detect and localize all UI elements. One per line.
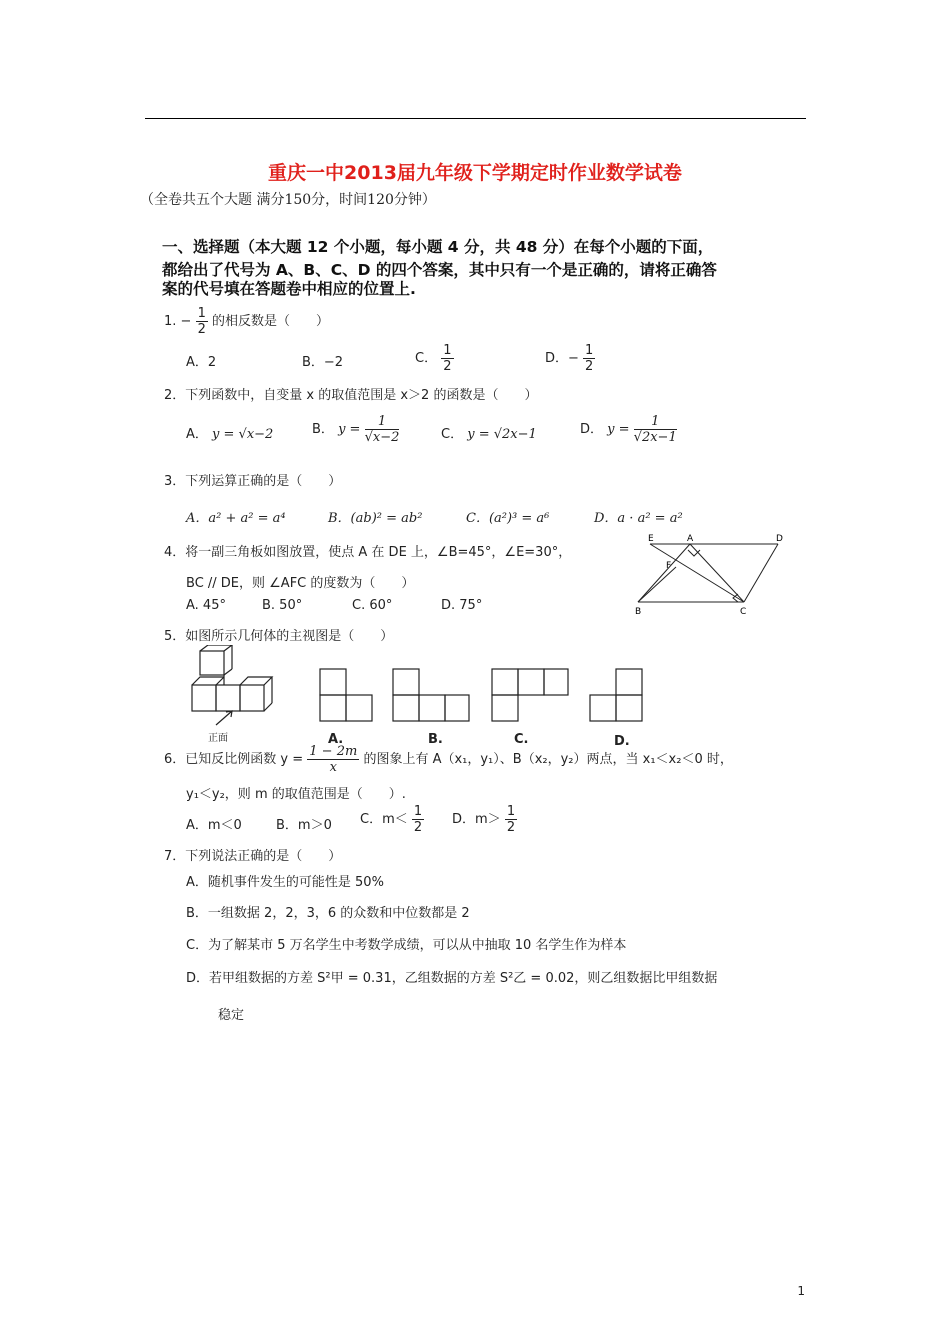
line-bf [638, 567, 676, 602]
question-7-stem: 7．下列说法正确的是（ ） [164, 849, 342, 864]
q6-option-d: D．m＞ $\frac{1}{2}$ [452, 804, 516, 835]
q7-option-a: A．随机事件发生的可能性是 50% [186, 875, 384, 890]
section-heading-line2: 都给出了代号为 A、B、C、D 的四个答案，其中只有一个是正确的，请将正确答 [162, 261, 717, 279]
label-f: F [666, 561, 672, 571]
label-b: B [635, 607, 642, 617]
q4-option-a: A. 45° [186, 598, 226, 613]
header-rule [145, 118, 806, 119]
question-text: 的相反数是（ ） [212, 314, 330, 329]
q3-option-a: A．a² + a² = a⁴ [186, 511, 286, 526]
label-e: E [648, 534, 654, 544]
q2-option-d: D． y = $\frac{1}{√2x-1}$ [580, 414, 677, 445]
question-1-stem [164, 306, 329, 337]
q6-option-c: C．m＜ $\frac{1}{2}$ [360, 804, 423, 835]
q6-option-b: B．m＞0 [276, 818, 332, 833]
question-6-line1: 6．已知反比例函数 y = $\frac{1 - 2m}{x}$ 的图象上有 A（x₁，y₁）、B（x₂，y₂）两点，当 x₁＜x₂＜0 时， [164, 744, 733, 775]
page-title: 重庆一中2013届九年级下学期定时作业数学试卷 [268, 162, 682, 184]
q3-option-d: D．a · a² = a² [594, 511, 683, 526]
label-d: D. [614, 734, 630, 749]
front-label: 正面 [208, 733, 228, 744]
question-6-line2: y₁＜y₂，则 m 的取值范围是（ ）. [186, 787, 406, 802]
label-c: C [740, 607, 747, 617]
solid-3d-figure [192, 645, 272, 725]
q2-option-c: C． y = √2x−1 [441, 427, 537, 442]
q4-option-c: C. 60° [352, 598, 393, 613]
line-cd [744, 544, 778, 602]
question-3-stem: 3．下列运算正确的是（ ） [164, 474, 342, 489]
q5-figures [186, 645, 656, 749]
page-subtitle: （全卷共五个大题 满分150分，时间120分钟） [140, 192, 436, 208]
q7-option-c: C．为了解某市 5 万名学生中考数学成绩，可以从中抽取 10 名学生作为样本 [186, 938, 627, 953]
minus-sign: − [180, 314, 192, 329]
q1-option-b: B．−2 [302, 355, 344, 370]
page-number: 1 [797, 1284, 805, 1298]
option-c-figure [492, 669, 568, 721]
q4-option-b: B. 50° [262, 598, 303, 613]
q2-option-a: A． y = √x−2 [186, 427, 274, 442]
section-heading-line3: 案的代号填在答题卷中相应的位置上. [162, 280, 416, 298]
line-ac [690, 544, 744, 602]
label-d: D [776, 534, 783, 544]
question-4-line2: BC // DE，则 ∠AFC 的度数为（ ） [186, 576, 415, 591]
q1-option-c: C． $\frac{1}{2}$ [415, 343, 452, 374]
q1-option-d: D．− $\frac{1}{2}$ [545, 343, 594, 374]
option-b-figure [393, 669, 469, 721]
question-number: 1. [164, 314, 177, 329]
q3-option-b: B．(ab)² = ab² [328, 511, 423, 526]
label-c: C. [514, 732, 529, 747]
q2-option-b: B． y = $\frac{1}{√x-2}$ [312, 414, 400, 445]
option-d-figure [590, 669, 642, 721]
label-a: A. [328, 732, 344, 747]
q7-option-d-continued: 稳定 [218, 1008, 245, 1023]
q3-option-c: C．(a²)³ = a⁶ [466, 511, 550, 526]
q6-option-a: A．m＜0 [186, 818, 242, 833]
q7-option-b: B．一组数据 2，2，3，6 的众数和中位数都是 2 [186, 906, 470, 921]
q4-triangle-figure [630, 532, 790, 620]
option-a-figure [320, 669, 372, 721]
question-4-line1: 4．将一副三角板如图放置，使点 A 在 DE 上，∠B=45°，∠E=30°， [164, 545, 572, 560]
section-heading-line1: 一、选择题（本大题 12 个小题，每小题 4 分，共 48 分）在每个小题的下面， [162, 238, 714, 256]
label-a: A [687, 534, 694, 544]
q7-option-d: D．若甲组数据的方差 S²甲 = 0.31，乙组数据的方差 S²乙 = 0.02，则乙组数据比甲组数据 [186, 971, 718, 986]
question-5-stem: 5．如图所示几何体的主视图是（ ） [164, 629, 394, 644]
question-2-stem: 2．下列函数中，自变量 x 的取值范围是 x＞2 的函数是（ ） [164, 388, 538, 403]
label-b: B. [428, 732, 443, 747]
q1-option-a: A．2 [186, 355, 217, 370]
q4-option-d: D. 75° [441, 598, 483, 613]
fraction: $\frac{1}{2}$ [197, 306, 206, 337]
